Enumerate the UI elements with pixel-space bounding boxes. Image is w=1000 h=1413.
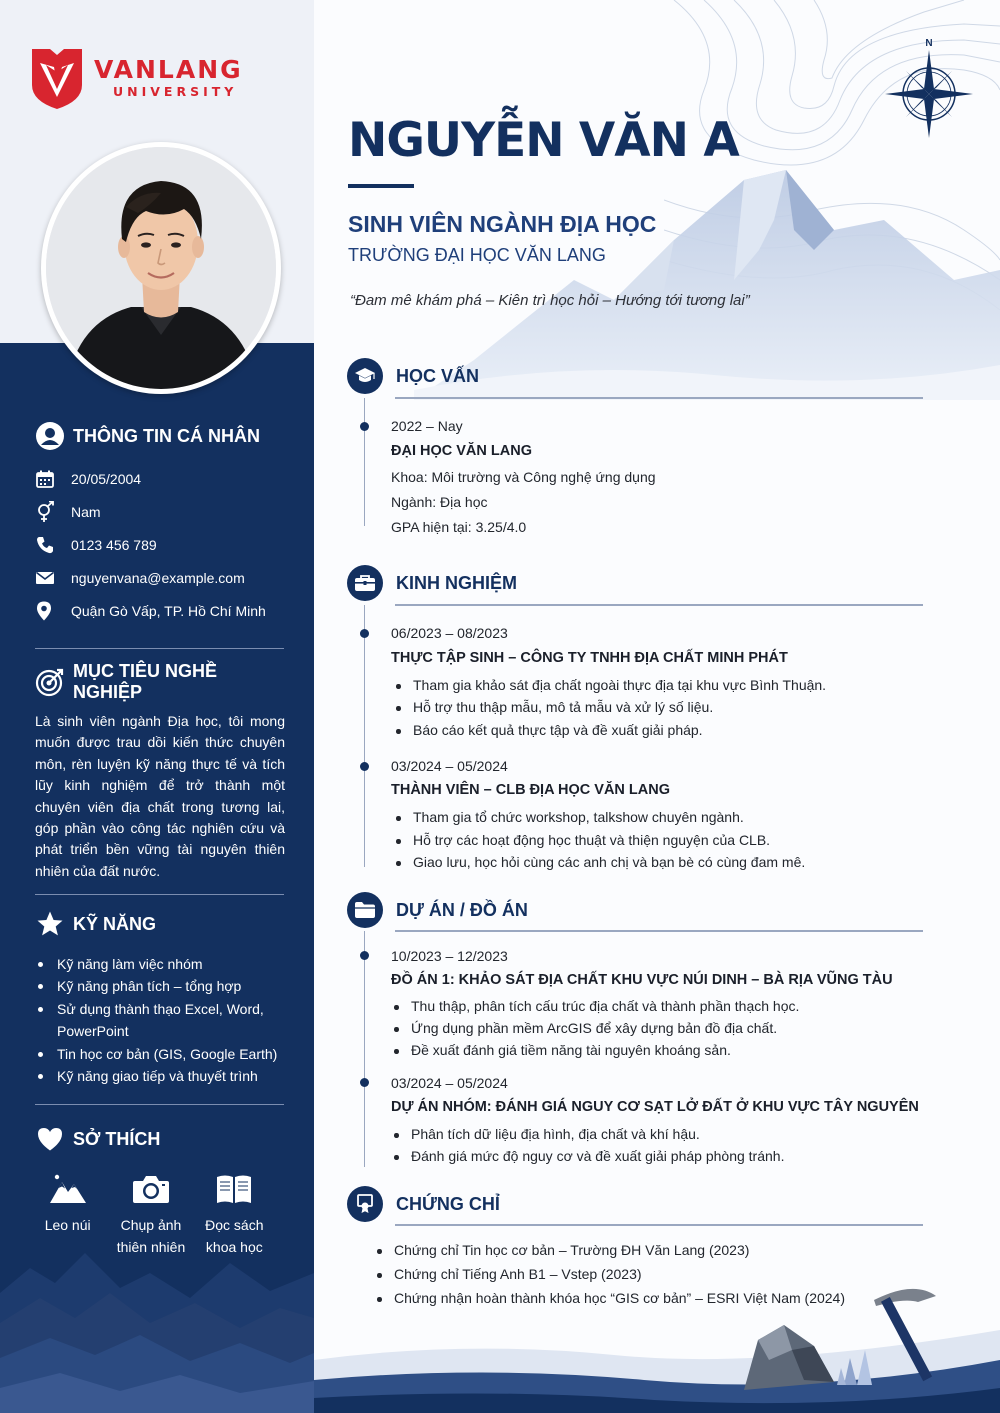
objective-heading	[35, 661, 285, 702]
user-circle-icon	[35, 421, 65, 451]
briefcase-icon	[347, 565, 383, 601]
gender-icon	[35, 502, 63, 522]
email-text: nguyenvana@example.com	[71, 569, 245, 586]
skills-section	[35, 909, 285, 1087]
school-title: TRƯỜNG ĐẠI HỌC VĂN LANG	[348, 245, 606, 265]
objective-text: Là sinh viên ngành Địa học, tôi mong muốn được trau dồi kiến thức chuyên môn, rèn luyện kỹ năng thực tế và tích lũy kinh nghiệm để trở thành một chuyên viên địa chất trong tương lai, góp phần vào công tác nghiên cứu và phát triển bền vững tài nguyên thiên nhiên của đất nước.	[35, 713, 285, 879]
contact-gender	[35, 495, 285, 528]
mountain-icon	[26, 1170, 109, 1208]
contact-address	[35, 594, 285, 627]
projects-heading	[347, 892, 528, 928]
personal-info-section	[35, 421, 285, 627]
contact-birthdate	[35, 462, 285, 495]
role-title: SINH VIÊN NGÀNH ĐỊA HỌC	[348, 211, 657, 237]
heart-icon	[35, 1124, 65, 1154]
education-heading	[347, 358, 479, 394]
list-item: Báo cáo kết quả thực tập và đề xuất giải pháp.	[392, 722, 703, 738]
sidebar	[0, 0, 314, 1413]
project-title-text: DỰ ÁN NHÓM: ĐÁNH GIÁ NGUY CƠ SẠT LỞ ĐẤT Ở KHU VỰC TÂY NGUYÊN	[391, 1099, 919, 1115]
contact-phone	[35, 528, 285, 561]
skills-title: KỸ NĂNG	[73, 913, 157, 934]
list-item: Sử dụng thành thạo Excel, Word, PowerPoint	[35, 998, 285, 1043]
list-item: Hỗ trợ các hoạt động học thuật và thiện nguyện của CLB.	[392, 832, 770, 848]
timeline-dot	[360, 1078, 369, 1087]
gender-text: Nam	[71, 503, 101, 520]
logo-wordmark: VANLANG	[94, 55, 243, 84]
timeline-line	[364, 398, 365, 526]
list-item: Kỹ năng phân tích – tổng hợp	[35, 975, 285, 997]
sidebar-divider	[35, 894, 284, 895]
section-rule	[395, 1224, 923, 1226]
contact-email	[35, 561, 285, 594]
timeline-dot	[360, 422, 369, 431]
hobby-label: thiên nhiên	[116, 1239, 186, 1255]
calendar-icon	[35, 469, 63, 489]
experience-title-text: THỰC TẬP SINH – CÔNG TY TNHH ĐỊA CHẤT MINH PHÁT	[391, 650, 788, 666]
star-icon	[35, 909, 65, 939]
project-period: 10/2023 – 12/2023	[391, 948, 508, 964]
hobby-item	[26, 1170, 109, 1258]
location-pin-icon	[35, 601, 63, 621]
skills-list	[35, 953, 285, 1087]
list-item: Thu thập, phân tích cấu trúc địa chất và thành phần thạch học.	[390, 998, 799, 1014]
target-icon	[35, 667, 65, 697]
experience-title: KINH NGHIỆM	[396, 572, 517, 593]
personal-info-heading	[35, 421, 285, 451]
mountain-illustration	[414, 160, 1000, 400]
mail-icon	[35, 568, 63, 588]
certificates-heading	[347, 1186, 500, 1222]
birthdate-text: 20/05/2004	[71, 470, 142, 487]
list-item: Chứng chỉ Tin học cơ bản – Trường ĐH Văn Lang (2023)	[373, 1242, 749, 1258]
timeline-dot	[360, 629, 369, 638]
person-name: NGUYỄN VĂN A	[348, 113, 739, 168]
logo-shield-icon	[30, 45, 84, 111]
list-item: Tin học cơ bản (GIS, Google Earth)	[35, 1043, 285, 1065]
phone-icon	[35, 535, 63, 555]
phone-text: 0123 456 789	[71, 536, 157, 553]
section-rule	[395, 397, 923, 399]
personal-info-title: THÔNG TIN CÁ NHÂN	[73, 425, 260, 446]
education-major: Ngành: Địa học	[391, 494, 488, 510]
logo-subtitle: UNIVERSITY	[113, 84, 238, 99]
list-item: Tham gia khảo sát địa chất ngoài thực địa tại khu vực Bình Thuận.	[392, 677, 826, 693]
camera-icon	[109, 1170, 192, 1208]
project-title-text: ĐỒ ÁN 1: KHẢO SÁT ĐỊA CHẤT KHU VỰC NÚI DINH – BÀ RỊA VŨNG TÀU	[391, 972, 893, 988]
list-item: Giao lưu, học hỏi cùng các anh chị và bạn bè có cùng đam mê.	[392, 854, 805, 870]
university-logo	[30, 45, 243, 111]
list-item: Phân tích dữ liệu địa hình, địa chất và khí hậu.	[390, 1126, 700, 1142]
section-rule	[395, 930, 923, 932]
skills-heading	[35, 909, 285, 939]
hobbies-section	[26, 1124, 276, 1258]
list-item: Chứng nhận hoàn thành khóa học “GIS cơ bản” – ESRI Việt Nam (2024)	[373, 1290, 845, 1306]
education-title: HỌC VẤN	[396, 365, 480, 386]
list-item: Kỹ năng làm việc nhóm	[35, 953, 285, 975]
experience-period: 03/2024 – 05/2024	[391, 758, 508, 774]
book-icon	[193, 1170, 276, 1208]
timeline-dot	[360, 951, 369, 960]
profile-photo	[41, 142, 281, 394]
list-item: Kỹ năng giao tiếp và thuyết trình	[35, 1065, 285, 1087]
timeline-line	[364, 931, 365, 1167]
timeline-line	[364, 605, 365, 867]
avatar	[46, 147, 276, 389]
hobbies-heading	[35, 1124, 276, 1154]
hobby-label: Đọc sách	[205, 1217, 264, 1233]
graduation-cap-icon	[347, 358, 383, 394]
list-item: Chứng chỉ Tiếng Anh B1 – Vstep (2023)	[373, 1266, 642, 1282]
objective-title: MỤC TIÊU NGHỀ NGHIỆP	[73, 661, 217, 702]
list-item: Tham gia tổ chức workshop, talkshow chuyên ngành.	[392, 809, 744, 825]
compass-north-label: N	[925, 38, 933, 49]
name-underline	[348, 184, 414, 188]
experience-heading	[347, 565, 517, 601]
hobby-item	[193, 1170, 276, 1258]
certificate-icon	[347, 1186, 383, 1222]
timeline-dot	[360, 762, 369, 771]
motto-quote: “Đam mê khám phá – Kiên trì học hỏi – Hướng tới tương lai”	[350, 292, 750, 309]
section-rule	[395, 604, 923, 606]
experience-period: 06/2023 – 08/2023	[391, 625, 508, 641]
objective-section	[35, 661, 285, 882]
sidebar-divider	[35, 1104, 284, 1105]
hobby-item	[109, 1170, 192, 1258]
hobby-label: Chụp ảnh	[120, 1217, 182, 1233]
project-period: 03/2024 – 05/2024	[391, 1075, 508, 1091]
hobby-label: khoa học	[205, 1239, 263, 1255]
hobbies-title: SỞ THÍCH	[73, 1128, 161, 1149]
projects-title: DỰ ÁN / ĐỒ ÁN	[396, 899, 528, 920]
list-item: Ứng dụng phần mềm ArcGIS để xây dựng bản đồ địa chất.	[390, 1020, 777, 1036]
sidebar-divider	[35, 648, 284, 649]
folder-icon	[347, 892, 383, 928]
certificates-title: CHỨNG CHỈ	[396, 1193, 500, 1214]
hobby-label: Leo núi	[44, 1217, 91, 1233]
compass-rose-icon	[884, 36, 974, 140]
education-school: ĐẠI HỌC VĂN LANG	[391, 443, 532, 459]
education-period: 2022 – Nay	[391, 418, 463, 434]
list-item: Đánh giá mức độ nguy cơ và đề xuất giải pháp phòng tránh.	[390, 1148, 784, 1164]
education-faculty: Khoa: Môi trường và Công nghệ ứng dụng	[391, 469, 656, 485]
address-text: Quận Gò Vấp, TP. Hồ Chí Minh	[71, 602, 266, 619]
list-item: Hỗ trợ thu thập mẫu, mô tả mẫu và xử lý số liệu.	[392, 699, 713, 715]
experience-title-text: THÀNH VIÊN – CLB ĐỊA HỌC VĂN LANG	[391, 782, 670, 798]
education-gpa: GPA hiện tại: 3.25/4.0	[391, 519, 527, 535]
list-item: Đề xuất đánh giá tiềm năng tài nguyên khoáng sản.	[390, 1042, 731, 1058]
